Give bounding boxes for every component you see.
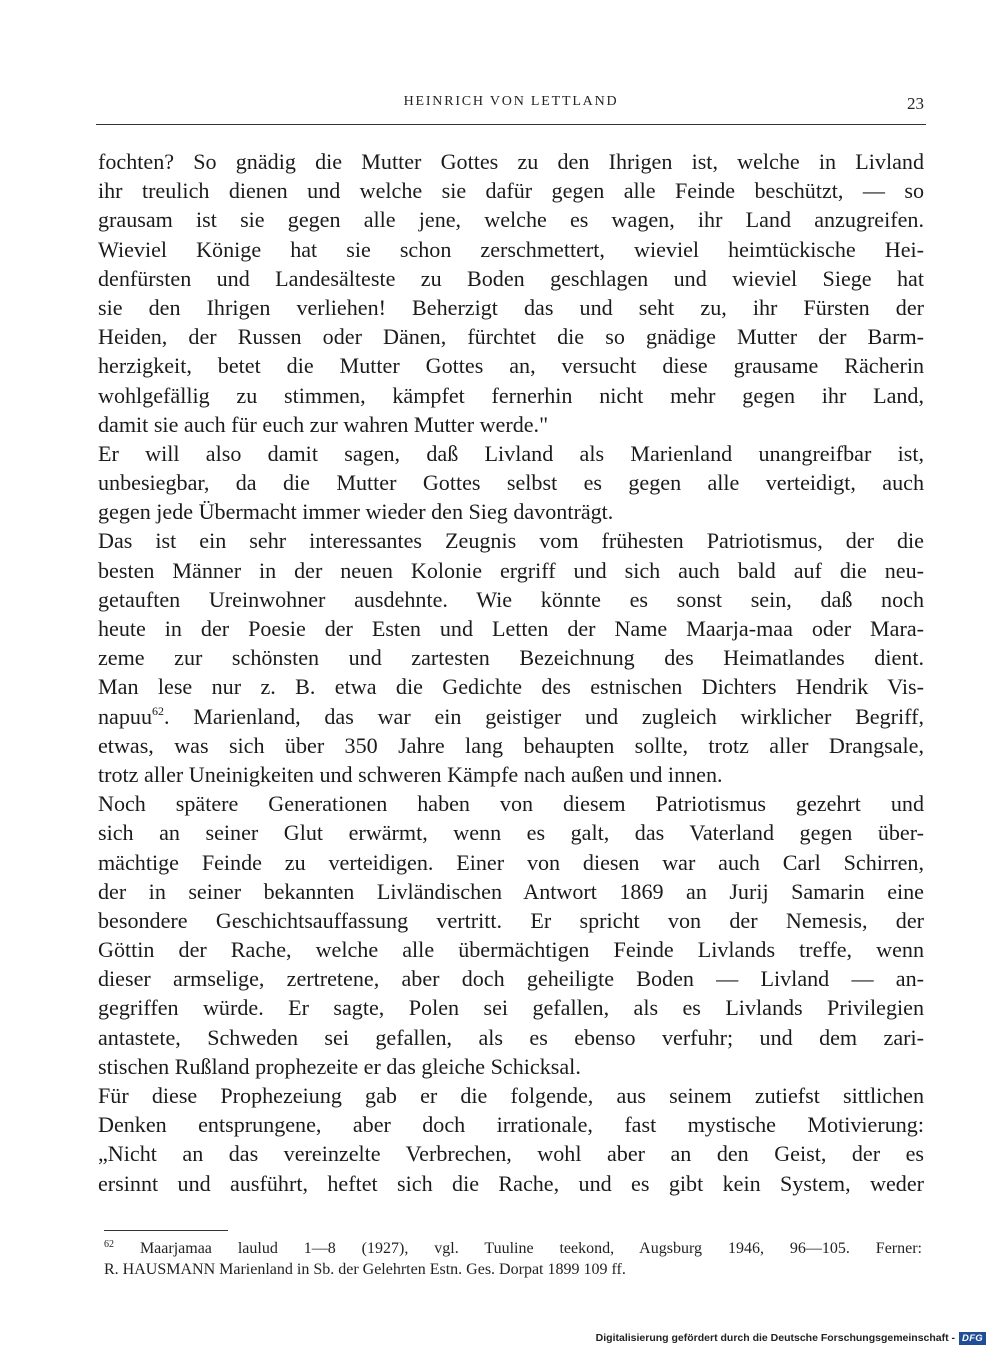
credit-text: Digitalisierung gefördert durch die Deutsche Forschungsgemeinschaft - xyxy=(595,1332,956,1344)
text-line: wohlgefällig zu stimmen, kämpfet fernerhin nicht mehr gegen ihr Land, xyxy=(98,382,924,408)
running-title: HEINRICH VON LETTLAND xyxy=(403,94,619,109)
text-line: Das ist ein sehr interessantes Zeugnis vom frühesten Patriotismus, der die xyxy=(98,528,924,554)
text-line: gegriffen würde. Er sagte, Polen sei gefallen, als es Livlands Privilegien xyxy=(98,995,924,1021)
text-line: Denken entsprungene, aber doch irrationale, fast mystische Motivierung: xyxy=(98,1112,924,1138)
dfg-logo-icon: DFG xyxy=(959,1332,986,1345)
footnote-line xyxy=(104,1239,922,1260)
text-line: mächtige Feinde zu verteidigen. Einer von diesen war auch Carl Schirren, xyxy=(98,849,924,875)
text-line: sie den Ihrigen verliehen! Beherzigt das und seht zu, ihr Fürsten der xyxy=(98,294,924,320)
footnote-marker: 62 xyxy=(104,1239,114,1250)
footnote-text: Maarjamaa laulud 1—8 (1927), vgl. Tuuline teekond, Augsburg 1946, 96—105. Ferner: xyxy=(139,1240,923,1257)
text-line: Göttin der Rache, welche alle übermächtigen Feinde Livlands treffe, wenn xyxy=(98,937,924,963)
footnote-reference[interactable]: 62 xyxy=(152,703,164,718)
text-line: herzigkeit, betet die Mutter Gottes an, versucht diese grausame Rächerin xyxy=(98,353,924,379)
text-line: dieser armselige, zertretene, aber doch geheiligte Boden — Livland — an- xyxy=(98,966,924,992)
text-line: gegen jede Übermacht immer wieder den Sieg davonträgt. xyxy=(98,499,614,525)
text-line: trotz aller Uneinigkeiten und schweren Kämpfe nach außen und innen. xyxy=(98,761,723,787)
text-line: „Nicht an das vereinzelte Verbrechen, wohl aber an den Geist, der es xyxy=(98,1141,924,1167)
text-line: stischen Rußland prophezeite er das gleiche Schicksal. xyxy=(98,1053,581,1079)
text-line: getauften Ureinwohner ausdehnte. Wie könnte es sonst sein, daß noch xyxy=(98,586,924,612)
text-line: antastete, Schweden sei gefallen, als es ebenso verfuhr; und dem zari- xyxy=(98,1024,924,1050)
text-line: heute in der Poesie der Esten und Letten der Name Maarja-maa oder Mara- xyxy=(98,616,924,641)
text-line: unbesiegbar, da die Mutter Gottes selbst es gegen alle verteidigt, auch xyxy=(98,470,924,496)
text-line: damit sie auch für euch zur wahren Mutter werde." xyxy=(98,411,549,437)
page-number: 23 xyxy=(907,94,924,113)
body-text xyxy=(98,147,924,1198)
text-line: etwas, was sich über 350 Jahre lang behaupten sollte, trotz aller Drangsale, xyxy=(98,732,924,758)
line-rest: . Marienland, das war ein geistiger und zugleich wirklicher Begriff, xyxy=(164,703,924,729)
header-rule xyxy=(96,124,926,125)
text-line: besten Männer in der neuen Kolonie ergriff und sich auch bald auf die neu- xyxy=(98,557,924,583)
text-line: sich an seiner Glut erwärmt, wenn es galt, das Vaterland gegen über- xyxy=(98,820,924,846)
text-line: Heiden, der Russen oder Dänen, fürchtet die so gnädige Mutter der Barm- xyxy=(98,324,924,350)
digitization-credit xyxy=(596,1328,986,1348)
text-line-with-footnote xyxy=(98,702,924,731)
line-start: napuu xyxy=(98,703,152,729)
text-line: ersinnt und ausführt, heftet sich die Rache, und es gibt kein System, weder xyxy=(98,1170,924,1196)
text-line: ihr treulich dienen und welche sie dafür gegen alle Feinde beschützt, — so xyxy=(98,178,924,204)
text-line: denfürsten und Landesälteste zu Boden geschlagen und wieviel Siege hat xyxy=(98,265,924,291)
text-line: Er will also damit sagen, daß Livland als Marienland unangreifbar ist, xyxy=(98,440,924,466)
footnote-rule xyxy=(104,1230,228,1231)
text-line: Wieviel Könige hat sie schon zerschmettert, wieviel heimtückische Hei- xyxy=(98,236,924,262)
footnote-line: R. HAUSMANN Marienland in Sb. der Gelehrten Estn. Ges. Dorpat 1899 109 ff. xyxy=(104,1260,626,1278)
text-line: Für diese Prophezeiung gab er die folgende, aus seinem zutiefst sittlichen xyxy=(98,1083,924,1108)
footnotes xyxy=(104,1239,922,1280)
text-line: zeme zur schönsten und zartesten Bezeichnung des Heimatlandes dient. xyxy=(98,645,924,671)
text-line: besondere Geschichtsauffassung vertritt. Er spricht von der Nemesis, der xyxy=(98,907,924,933)
text-line: fochten? So gnädig die Mutter Gottes zu den Ihrigen ist, welche in Livland xyxy=(98,149,924,174)
text-line: Noch spätere Generationen haben von diesem Patriotismus gezehrt und xyxy=(98,791,924,817)
text-line: Man lese nur z. B. etwa die Gedichte des estnischen Dichters Hendrik Vis- xyxy=(98,674,924,700)
running-head xyxy=(96,94,926,120)
text-line: der in seiner bekannten Livländischen Antwort 1869 an Jurij Samarin eine xyxy=(98,878,924,904)
text-line: grausam ist sie gegen alle jene, welche es wagen, ihr Land anzugreifen. xyxy=(98,207,924,233)
